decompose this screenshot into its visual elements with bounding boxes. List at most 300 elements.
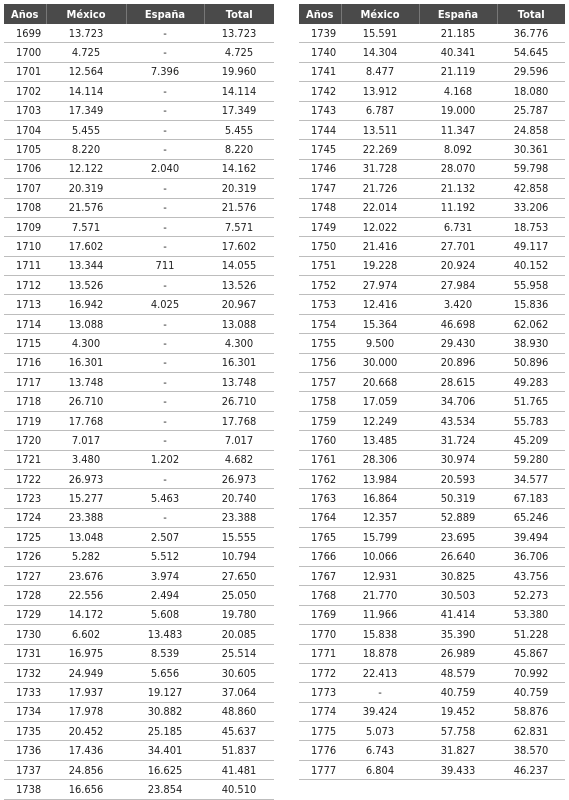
cell-year: 1754	[299, 314, 341, 333]
cell-year: 1699	[4, 24, 46, 43]
cell-year: 1701	[4, 62, 46, 81]
cell-spain: -	[126, 373, 204, 392]
cell-total: 20.319	[204, 179, 274, 198]
cell-mexico: 12.022	[341, 217, 419, 236]
table-right	[299, 4, 565, 780]
table-row	[4, 140, 274, 159]
table-row	[299, 392, 565, 411]
cell-mexico: 5.282	[46, 547, 126, 566]
cell-mexico: 26.710	[46, 392, 126, 411]
cell-year: 1721	[4, 450, 46, 469]
cell-mexico: 13.048	[46, 528, 126, 547]
cell-mexico: 23.676	[46, 566, 126, 585]
cell-year: 1769	[299, 605, 341, 624]
table-row	[299, 295, 565, 314]
cell-total: 4.725	[204, 43, 274, 62]
cell-total: 41.481	[204, 760, 274, 779]
table-row	[4, 120, 274, 139]
cell-mexico: 12.564	[46, 62, 126, 81]
cell-spain: -	[126, 508, 204, 527]
cell-total: 34.577	[497, 469, 565, 488]
cell-spain: 11.192	[419, 198, 497, 217]
cell-total: 55.783	[497, 411, 565, 430]
cell-year: 1704	[4, 120, 46, 139]
cell-spain: 46.698	[419, 314, 497, 333]
cell-spain: -	[126, 469, 204, 488]
cell-year: 1776	[299, 741, 341, 760]
cell-year: 1732	[4, 663, 46, 682]
cell-mexico: -	[341, 683, 419, 702]
table-row	[4, 547, 274, 566]
table-row	[299, 625, 565, 644]
cell-spain: -	[126, 334, 204, 353]
cell-total: 55.958	[497, 276, 565, 295]
cell-total: 40.510	[204, 780, 274, 799]
cell-spain: 23.695	[419, 528, 497, 547]
table-row	[4, 702, 274, 721]
cell-mexico: 13.912	[341, 82, 419, 101]
cell-year: 1714	[4, 314, 46, 333]
cell-mexico: 16.864	[341, 489, 419, 508]
cell-year: 1762	[299, 469, 341, 488]
cell-mexico: 6.787	[341, 101, 419, 120]
table-row	[4, 722, 274, 741]
cell-mexico: 13.344	[46, 256, 126, 275]
cell-year: 1777	[299, 760, 341, 779]
cell-mexico: 14.172	[46, 605, 126, 624]
cell-total: 59.798	[497, 159, 565, 178]
cell-spain: -	[126, 179, 204, 198]
table-row	[299, 702, 565, 721]
table-row	[299, 431, 565, 450]
cell-total: 50.896	[497, 353, 565, 372]
cell-year: 1716	[4, 353, 46, 372]
cell-mexico: 12.122	[46, 159, 126, 178]
cell-spain: 5.656	[126, 663, 204, 682]
cell-spain: 28.070	[419, 159, 497, 178]
cell-total: 7.571	[204, 217, 274, 236]
cell-year: 1730	[4, 625, 46, 644]
cell-year: 1739	[299, 24, 341, 43]
cell-total: 51.765	[497, 392, 565, 411]
cell-mexico: 12.357	[341, 508, 419, 527]
table-row	[299, 373, 565, 392]
cell-year: 1755	[299, 334, 341, 353]
table-row	[299, 62, 565, 81]
cell-total: 67.183	[497, 489, 565, 508]
cell-spain: 25.185	[126, 722, 204, 741]
cell-spain: 35.390	[419, 625, 497, 644]
cell-total: 4.682	[204, 450, 274, 469]
cell-year: 1735	[4, 722, 46, 741]
cell-total: 45.867	[497, 644, 565, 663]
table-row	[4, 101, 274, 120]
cell-mexico: 10.066	[341, 547, 419, 566]
cell-spain: 5.512	[126, 547, 204, 566]
cell-year: 1707	[4, 179, 46, 198]
cell-year: 1709	[4, 217, 46, 236]
cell-year: 1708	[4, 198, 46, 217]
cell-spain: -	[126, 217, 204, 236]
table-row	[299, 353, 565, 372]
cell-total: 42.858	[497, 179, 565, 198]
cell-total: 54.645	[497, 43, 565, 62]
cell-total: 27.650	[204, 566, 274, 585]
cell-total: 43.756	[497, 566, 565, 585]
cell-total: 40.759	[497, 683, 565, 702]
cell-total: 29.596	[497, 62, 565, 81]
cell-year: 1727	[4, 566, 46, 585]
table-row	[299, 508, 565, 527]
cell-mexico: 16.975	[46, 644, 126, 663]
cell-spain: 43.534	[419, 411, 497, 430]
cell-mexico: 13.088	[46, 314, 126, 333]
cell-total: 21.576	[204, 198, 274, 217]
cell-spain: -	[126, 82, 204, 101]
table-row	[299, 683, 565, 702]
table-row	[299, 760, 565, 779]
cell-spain: -	[126, 237, 204, 256]
table-row	[4, 334, 274, 353]
cell-mexico: 12.249	[341, 411, 419, 430]
cell-total: 15.555	[204, 528, 274, 547]
cell-total: 24.858	[497, 120, 565, 139]
cell-spain: 13.483	[126, 625, 204, 644]
cell-spain: -	[126, 353, 204, 372]
cell-year: 1723	[4, 489, 46, 508]
cell-year: 1728	[4, 586, 46, 605]
cell-mexico: 17.059	[341, 392, 419, 411]
table-row	[299, 276, 565, 295]
table-row	[4, 198, 274, 217]
header-mexico: México	[341, 4, 419, 24]
cell-total: 13.088	[204, 314, 274, 333]
cell-total: 20.085	[204, 625, 274, 644]
cell-total: 8.220	[204, 140, 274, 159]
header-total: Total	[497, 4, 565, 24]
cell-year: 1734	[4, 702, 46, 721]
cell-year: 1767	[299, 566, 341, 585]
cell-year: 1713	[4, 295, 46, 314]
cell-year: 1756	[299, 353, 341, 372]
table-row	[4, 159, 274, 178]
cell-spain: -	[126, 276, 204, 295]
cell-total: 36.776	[497, 24, 565, 43]
cell-year: 1717	[4, 373, 46, 392]
cell-mexico: 4.300	[46, 334, 126, 353]
table-row	[299, 82, 565, 101]
cell-mexico: 6.743	[341, 741, 419, 760]
table-row	[299, 159, 565, 178]
cell-total: 14.055	[204, 256, 274, 275]
cell-spain: -	[126, 120, 204, 139]
cell-spain: -	[126, 392, 204, 411]
table-row	[4, 528, 274, 547]
cell-spain: 30.503	[419, 586, 497, 605]
cell-year: 1751	[299, 256, 341, 275]
header-spain: España	[419, 4, 497, 24]
cell-mexico: 28.306	[341, 450, 419, 469]
cell-total: 25.050	[204, 586, 274, 605]
cell-mexico: 8.220	[46, 140, 126, 159]
cell-spain: 34.706	[419, 392, 497, 411]
cell-mexico: 24.949	[46, 663, 126, 682]
table-row	[4, 663, 274, 682]
cell-spain: 2.507	[126, 528, 204, 547]
cell-year: 1760	[299, 431, 341, 450]
table-row	[4, 217, 274, 236]
table-row	[299, 566, 565, 585]
cell-total: 62.062	[497, 314, 565, 333]
cell-mexico: 20.668	[341, 373, 419, 392]
table-left	[4, 4, 274, 800]
cell-mexico: 24.856	[46, 760, 126, 779]
cell-total: 40.152	[497, 256, 565, 275]
cell-total: 58.876	[497, 702, 565, 721]
cell-year: 1702	[4, 82, 46, 101]
cell-year: 1715	[4, 334, 46, 353]
cell-year: 1742	[299, 82, 341, 101]
cell-spain: 19.127	[126, 683, 204, 702]
cell-total: 45.209	[497, 431, 565, 450]
cell-total: 17.349	[204, 101, 274, 120]
cell-mexico: 21.726	[341, 179, 419, 198]
table-row	[299, 217, 565, 236]
cell-spain: 39.433	[419, 760, 497, 779]
cell-spain: 23.854	[126, 780, 204, 799]
cell-mexico: 12.931	[341, 566, 419, 585]
cell-mexico: 15.799	[341, 528, 419, 547]
table-row	[299, 24, 565, 43]
cell-spain: 21.132	[419, 179, 497, 198]
cell-mexico: 17.768	[46, 411, 126, 430]
cell-spain: 711	[126, 256, 204, 275]
cell-total: 14.114	[204, 82, 274, 101]
table-row	[299, 469, 565, 488]
cell-mexico: 13.748	[46, 373, 126, 392]
cell-mexico: 26.973	[46, 469, 126, 488]
cell-spain: 31.827	[419, 741, 497, 760]
cell-year: 1749	[299, 217, 341, 236]
cell-year: 1729	[4, 605, 46, 624]
table-row	[4, 644, 274, 663]
cell-year: 1711	[4, 256, 46, 275]
cell-year: 1746	[299, 159, 341, 178]
cell-spain: 19.000	[419, 101, 497, 120]
header-years: Años	[299, 4, 341, 24]
cell-mexico: 8.477	[341, 62, 419, 81]
cell-total: 48.860	[204, 702, 274, 721]
cell-spain: 48.579	[419, 663, 497, 682]
cell-mexico: 9.500	[341, 334, 419, 353]
cell-mexico: 14.304	[341, 43, 419, 62]
table-row	[4, 683, 274, 702]
cell-mexico: 15.364	[341, 314, 419, 333]
cell-spain: 7.396	[126, 62, 204, 81]
cell-spain: -	[126, 314, 204, 333]
cell-spain: 5.463	[126, 489, 204, 508]
cell-mexico: 16.656	[46, 780, 126, 799]
cell-mexico: 17.937	[46, 683, 126, 702]
cell-year: 1705	[4, 140, 46, 159]
table-row	[4, 566, 274, 585]
cell-spain: 20.593	[419, 469, 497, 488]
cell-total: 13.723	[204, 24, 274, 43]
table-row	[299, 256, 565, 275]
cell-year: 1703	[4, 101, 46, 120]
cell-total: 65.246	[497, 508, 565, 527]
cell-year: 1745	[299, 140, 341, 159]
cell-mexico: 15.277	[46, 489, 126, 508]
table-row	[4, 411, 274, 430]
cell-total: 30.605	[204, 663, 274, 682]
table-body-left	[4, 24, 274, 799]
cell-total: 16.301	[204, 353, 274, 372]
table-body-right	[299, 24, 565, 780]
table-row	[299, 741, 565, 760]
cell-mexico: 23.388	[46, 508, 126, 527]
cell-total: 52.273	[497, 586, 565, 605]
table-row	[4, 24, 274, 43]
cell-spain: 16.625	[126, 760, 204, 779]
cell-spain: 20.896	[419, 353, 497, 372]
cell-total: 20.740	[204, 489, 274, 508]
table-row	[299, 237, 565, 256]
cell-mexico: 6.804	[341, 760, 419, 779]
cell-total: 51.228	[497, 625, 565, 644]
cell-spain: 26.989	[419, 644, 497, 663]
cell-spain: 2.040	[126, 159, 204, 178]
cell-total: 49.283	[497, 373, 565, 392]
cell-mexico: 7.017	[46, 431, 126, 450]
cell-total: 49.117	[497, 237, 565, 256]
cell-spain: 6.731	[419, 217, 497, 236]
cell-year: 1758	[299, 392, 341, 411]
cell-mexico: 17.978	[46, 702, 126, 721]
cell-spain: 8.539	[126, 644, 204, 663]
cell-mexico: 4.725	[46, 43, 126, 62]
cell-mexico: 17.436	[46, 741, 126, 760]
table-row	[4, 256, 274, 275]
table-row	[4, 586, 274, 605]
cell-spain: 2.494	[126, 586, 204, 605]
cell-year: 1770	[299, 625, 341, 644]
table-row	[4, 295, 274, 314]
table-row	[4, 43, 274, 62]
cell-total: 7.017	[204, 431, 274, 450]
cell-mexico: 21.770	[341, 586, 419, 605]
table-row	[299, 179, 565, 198]
cell-spain: 29.430	[419, 334, 497, 353]
cell-total: 51.837	[204, 741, 274, 760]
table-row	[299, 547, 565, 566]
cell-spain: 4.168	[419, 82, 497, 101]
cell-total: 38.570	[497, 741, 565, 760]
cell-total: 23.388	[204, 508, 274, 527]
cell-year: 1724	[4, 508, 46, 527]
cell-total: 19.960	[204, 62, 274, 81]
cell-spain: 8.092	[419, 140, 497, 159]
cell-year: 1763	[299, 489, 341, 508]
table-row	[4, 489, 274, 508]
table-row	[4, 82, 274, 101]
cell-mexico: 3.480	[46, 450, 126, 469]
cell-spain: 27.984	[419, 276, 497, 295]
table-row	[4, 760, 274, 779]
cell-mexico: 19.228	[341, 256, 419, 275]
cell-year: 1710	[4, 237, 46, 256]
cell-total: 36.706	[497, 547, 565, 566]
table-row	[4, 450, 274, 469]
cell-total: 46.237	[497, 760, 565, 779]
table-row	[4, 179, 274, 198]
cell-mexico: 11.966	[341, 605, 419, 624]
table-row	[299, 528, 565, 547]
cell-total: 39.494	[497, 528, 565, 547]
cell-year: 1752	[299, 276, 341, 295]
cell-year: 1736	[4, 741, 46, 760]
cell-year: 1748	[299, 198, 341, 217]
table-row	[4, 62, 274, 81]
table-row	[299, 663, 565, 682]
cell-spain: 11.347	[419, 120, 497, 139]
cell-year: 1726	[4, 547, 46, 566]
cell-year: 1771	[299, 644, 341, 663]
cell-mexico: 13.526	[46, 276, 126, 295]
table-row	[299, 101, 565, 120]
cell-year: 1753	[299, 295, 341, 314]
table-row	[4, 276, 274, 295]
cell-year: 1733	[4, 683, 46, 702]
cell-year: 1741	[299, 62, 341, 81]
cell-year: 1765	[299, 528, 341, 547]
table-row	[4, 314, 274, 333]
cell-year: 1757	[299, 373, 341, 392]
cell-mexico: 21.416	[341, 237, 419, 256]
cell-spain: 21.185	[419, 24, 497, 43]
cell-mexico: 17.602	[46, 237, 126, 256]
cell-mexico: 13.984	[341, 469, 419, 488]
cell-spain: 28.615	[419, 373, 497, 392]
cell-spain: 3.974	[126, 566, 204, 585]
cell-mexico: 12.416	[341, 295, 419, 314]
cell-spain: 40.341	[419, 43, 497, 62]
cell-spain: 4.025	[126, 295, 204, 314]
cell-spain: 1.202	[126, 450, 204, 469]
cell-mexico: 15.591	[341, 24, 419, 43]
cell-mexico: 31.728	[341, 159, 419, 178]
cell-spain: 5.608	[126, 605, 204, 624]
cell-total: 18.753	[497, 217, 565, 236]
cell-mexico: 39.424	[341, 702, 419, 721]
header-row	[299, 4, 565, 24]
cell-mexico: 5.455	[46, 120, 126, 139]
cell-mexico: 22.269	[341, 140, 419, 159]
cell-total: 53.380	[497, 605, 565, 624]
cell-spain: -	[126, 198, 204, 217]
cell-mexico: 16.301	[46, 353, 126, 372]
cell-total: 70.992	[497, 663, 565, 682]
cell-spain: -	[126, 24, 204, 43]
cell-year: 1719	[4, 411, 46, 430]
cell-year: 1766	[299, 547, 341, 566]
cell-spain: 57.758	[419, 722, 497, 741]
cell-mexico: 22.556	[46, 586, 126, 605]
cell-spain: 27.701	[419, 237, 497, 256]
cell-year: 1738	[4, 780, 46, 799]
cell-total: 4.300	[204, 334, 274, 353]
table-row	[299, 198, 565, 217]
